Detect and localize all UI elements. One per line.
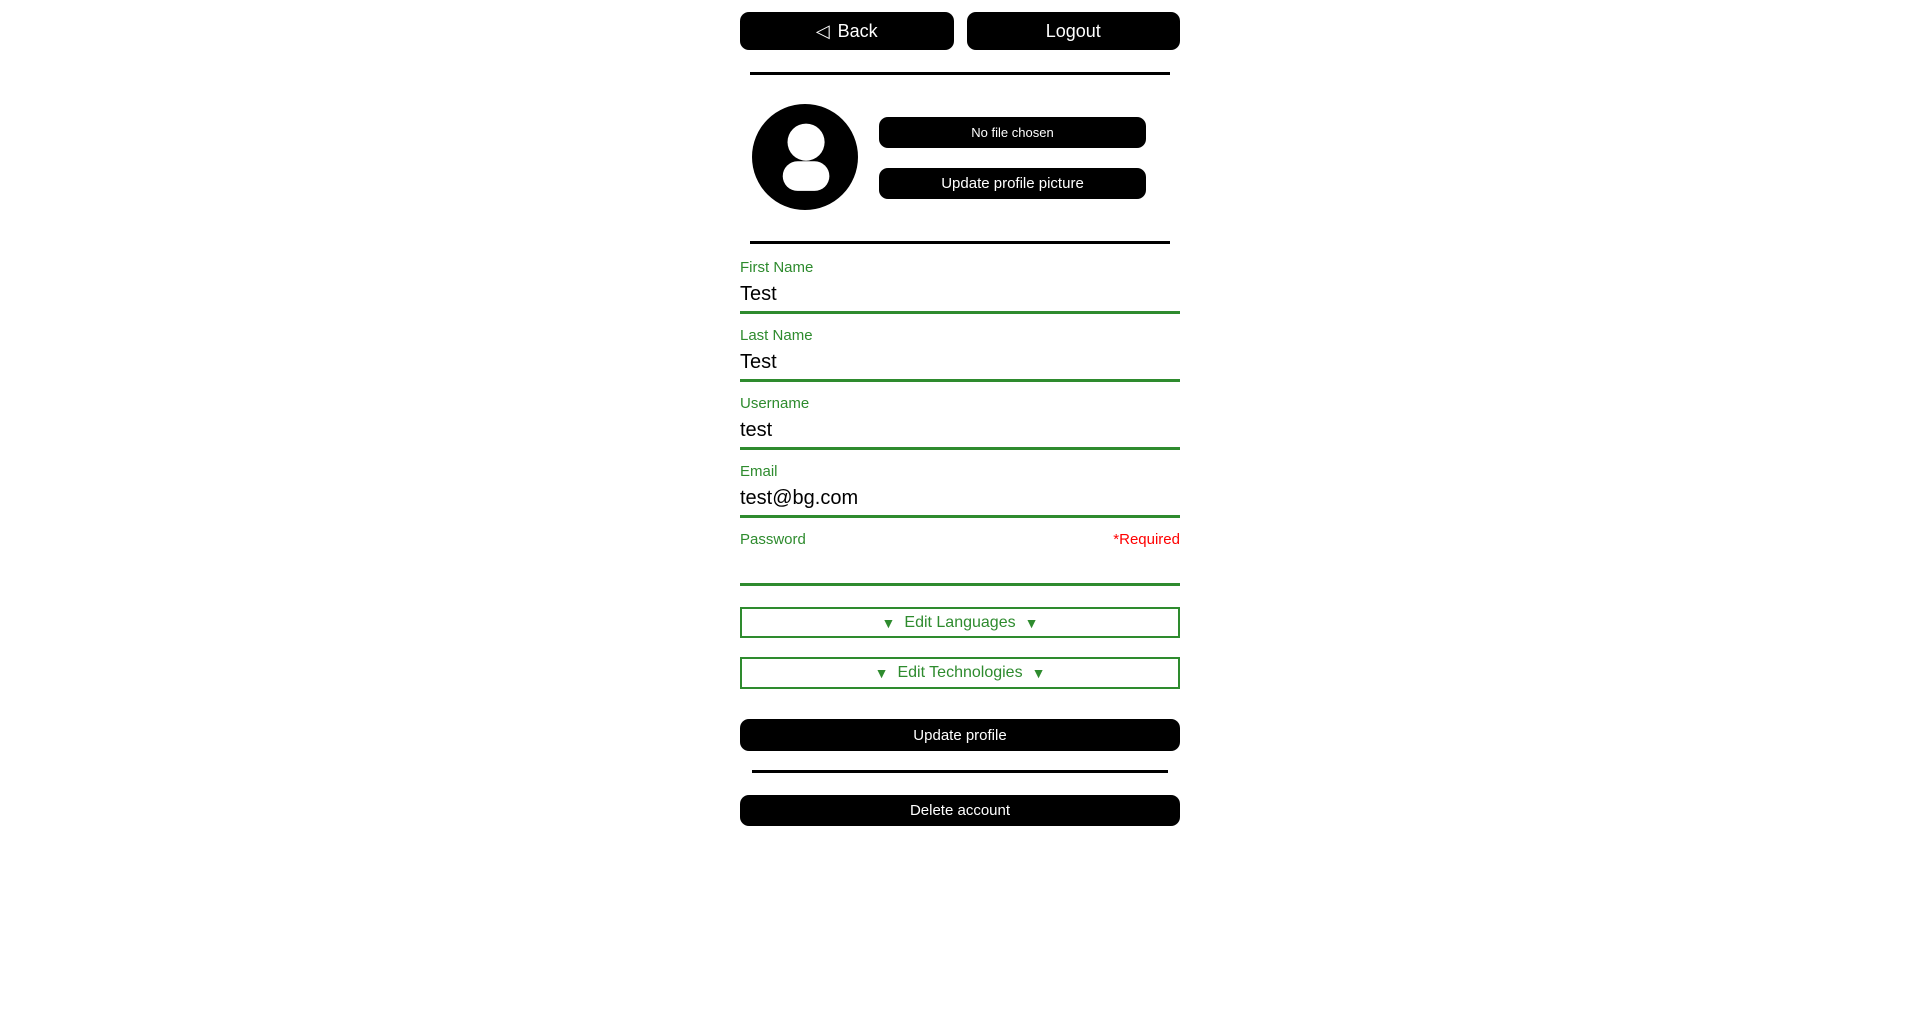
profile-form	[740, 244, 1180, 751]
top-button-row	[740, 12, 1180, 50]
update-profile-label: Update profile	[913, 726, 1007, 744]
divider	[752, 770, 1168, 773]
first-name-label: First Name	[740, 259, 814, 276]
last-name-field	[740, 314, 1180, 382]
username-label: Username	[740, 395, 810, 412]
divider	[750, 72, 1170, 75]
email-label: Email	[740, 463, 778, 480]
person-icon	[752, 104, 858, 210]
update-profile-picture-label: Update profile picture	[941, 175, 1084, 192]
first-name-input[interactable]	[740, 279, 1180, 309]
file-input-label: No file chosen	[971, 125, 1054, 140]
edit-languages-label: Edit Languages	[904, 613, 1016, 631]
password-input[interactable]	[740, 551, 1180, 581]
email-input[interactable]	[740, 483, 1180, 513]
edit-languages-button[interactable]	[740, 607, 1180, 638]
back-button[interactable]	[740, 12, 954, 50]
last-name-input[interactable]	[740, 347, 1180, 377]
chevron-down-icon: ▼	[1024, 614, 1039, 631]
back-button-label: Back	[837, 20, 878, 41]
required-badge: *Required	[1113, 531, 1180, 548]
username-field	[740, 382, 1180, 450]
picture-buttons-column	[879, 117, 1146, 199]
profile-picture-section	[740, 104, 1180, 210]
chevron-down-icon: ▼	[874, 665, 889, 681]
file-input-button[interactable]	[879, 117, 1146, 148]
username-input[interactable]	[740, 415, 1180, 445]
first-name-field	[740, 244, 1180, 314]
logout-button[interactable]	[967, 12, 1181, 50]
update-profile-picture-button[interactable]	[879, 168, 1146, 199]
avatar	[752, 104, 858, 210]
password-label: Password	[740, 531, 806, 548]
edit-technologies-button[interactable]	[740, 657, 1180, 689]
delete-account-button[interactable]	[740, 795, 1180, 826]
profile-page	[740, 12, 1180, 826]
email-field	[740, 450, 1180, 518]
edit-technologies-label: Edit Technologies	[897, 664, 1023, 681]
password-field	[740, 518, 1180, 586]
back-triangle-icon: ◁	[815, 20, 830, 41]
logout-button-label: Logout	[1045, 20, 1101, 41]
chevron-down-icon: ▼	[881, 614, 896, 631]
update-profile-button[interactable]	[740, 719, 1180, 751]
last-name-label: Last Name	[740, 327, 813, 344]
chevron-down-icon: ▼	[1031, 665, 1046, 681]
delete-account-label: Delete account	[909, 802, 1011, 819]
